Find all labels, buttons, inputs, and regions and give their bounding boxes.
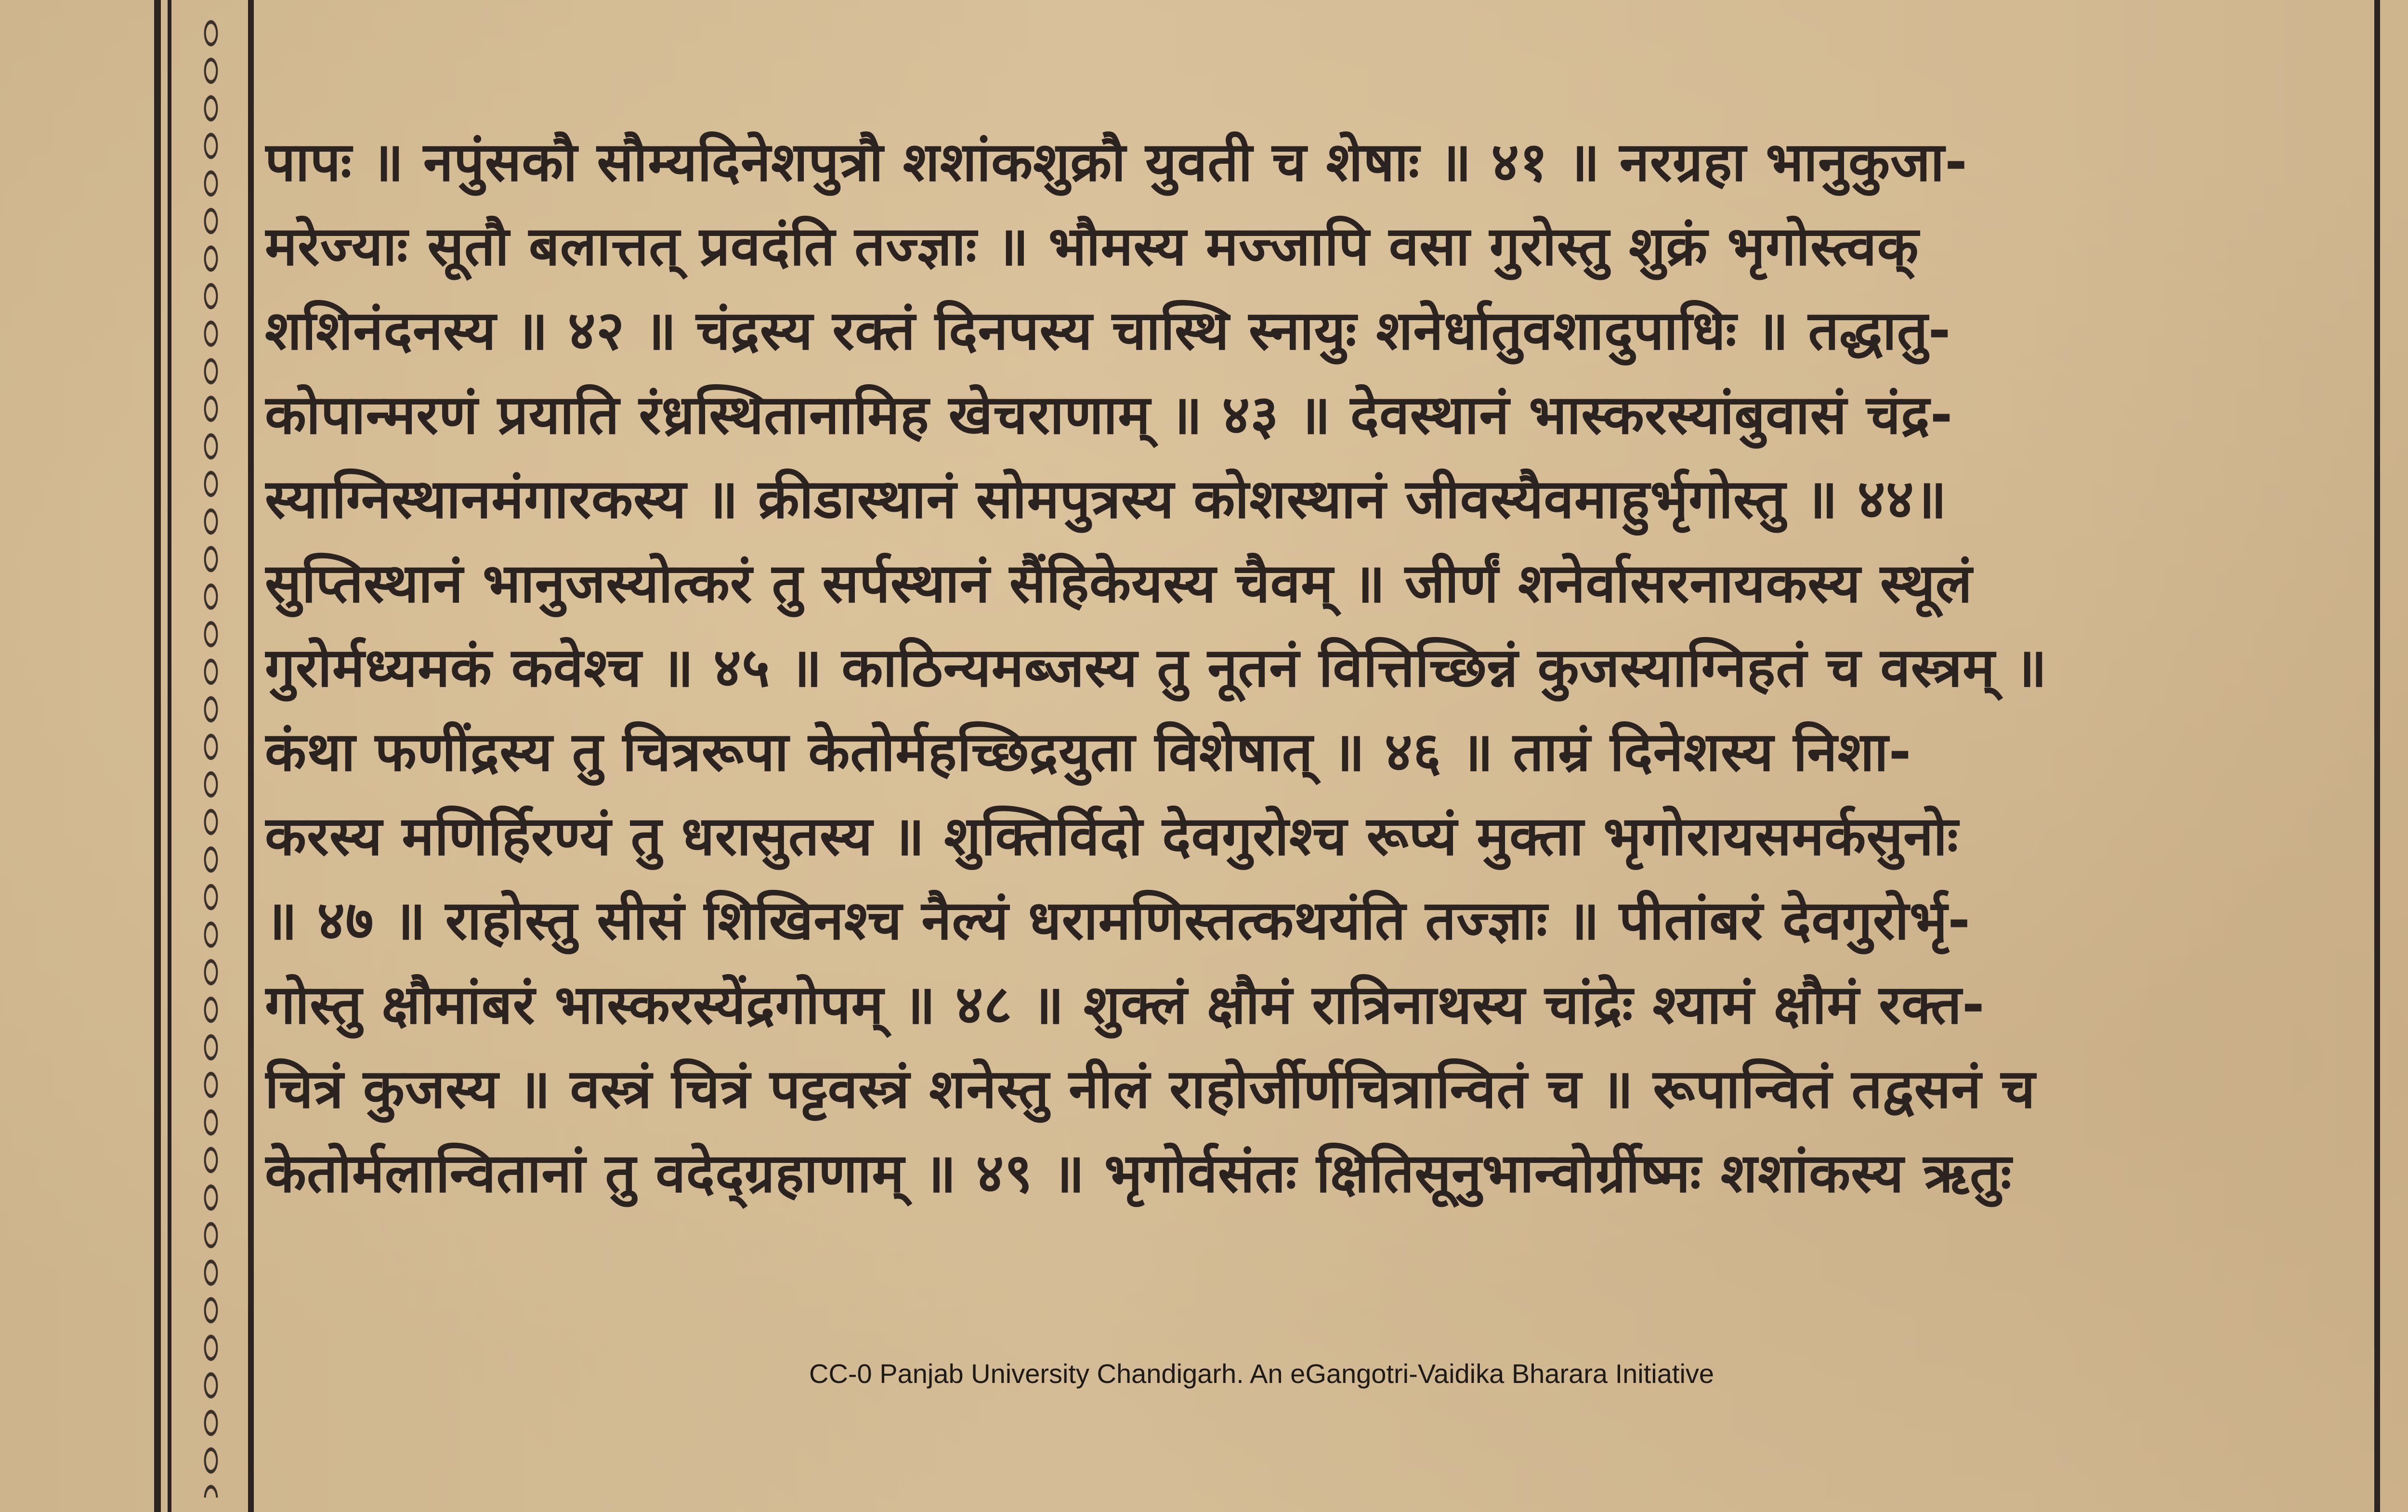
text-line: केतोर्मलान्वितानां तु वदेद्ग्रहाणाम् ॥ ४९ ॥ भृगोर्वसंतः क्षितिसूनुभान्वोर्ग्रीष्मः शशांकस्य ऋतुः: [265, 1142, 2012, 1205]
left-border-rule-outer: [154, 0, 161, 1512]
right-chain-ornament: [2406, 14, 2408, 1498]
text-line: स्याग्निस्थानमंगारकस्य ॥ क्रीडास्थानं सोमपुत्रस्य कोशस्थानं जीवस्यैवमाहुर्भृगोस्तु ॥ ४४॥: [265, 468, 1948, 531]
text-line: कंथा फणींद्रस्य तु चित्ररूपा केतोर्महच्छिद्रयुता विशेषात् ॥ ४६ ॥ ताम्रं दिनेशस्य निशा-: [265, 721, 1912, 783]
right-ornamental-border: [2374, 0, 2408, 1512]
text-line: गोस्तु क्षौमांबरं भास्करस्येंद्रगोपम् ॥ ४८ ॥ शुक्लं क्षौमं रात्रिनाथस्य चांद्रेः श्यामं क्षौमं रक्त-: [265, 974, 1985, 1036]
text-line: कोपान्मरणं प्रयाति रंध्रस्थितानामिह खेचराणाम् ॥ ४३ ॥ देवस्थानं भास्करस्यांबुवासं चंद्र-: [265, 384, 1953, 446]
right-border-rule-inner: [2374, 0, 2380, 1512]
text-line: ॥ ४७ ॥ राहोस्तु सीसं शिखिनश्च नैल्यं धरामणिस्तत्कथयंति तज्ज्ञाः ॥ पीतांबरं देवगुरोर्भृ-: [265, 889, 1971, 952]
text-line: करस्य मणिर्हिरण्यं तु धरासुतस्य ॥ शुक्तिर्विदो देवगुरोश्च रूप्यं मुक्ता भृगोरायसमर्कसुनोः: [265, 805, 1959, 868]
text-line: सुप्तिस्थानं भानुजस्योत्करं तु सर्पस्थानं सैंहिकेयस्य चैवम् ॥ जीर्णं शनेर्वासरनायकस्य स्थूलं: [265, 552, 1973, 615]
text-line: मरेज्याः सूतौ बलात्तत् प्रवदंति तज्ज्ञाः ॥ भौमस्य मज्जापि वसा गुरोस्तु शुक्रं भृगोस्त्वक्: [265, 215, 1919, 278]
sanskrit-text-body: [265, 120, 2369, 1216]
text-line: चित्रं कुजस्य ॥ वस्त्रं चित्रं पट्टवस्त्रं शनेस्तु नीलं राहोर्जीर्णचित्रान्वितं च ॥ रूपान्वितं तद्वसनं च: [265, 1058, 2036, 1121]
footer-attribution: CC-0 Panjab University Chandigarh. An eGangotri-Vaidika Bharara Initiative: [809, 1358, 1714, 1389]
text-line: पापः ॥ नपुंसकौ सौम्यदिनेशपुत्रौ शशांकशुक्रौ युवती च शेषाः ॥ ४१ ॥ नरग्रहा भानुकुजा-: [265, 131, 1968, 194]
text-line: गुरोर्मध्यमकं कवेश्च ॥ ४५ ॥ काठिन्यमब्जस्य तु नूतनं वित्तिच्छिन्नं कुजस्याग्निहतं च वस्त्रम् ॥: [265, 637, 2048, 699]
left-chain-ornament: [200, 14, 222, 1498]
text-line: शशिनंदनस्य ॥ ४२ ॥ चंद्रस्य रक्तं दिनपस्य चास्थि स्नायुः शनेर्धातुवशादुपाधिः ॥ तद्धातु-: [265, 300, 1951, 362]
left-border-rule-thin: [168, 0, 171, 1512]
left-border-rule-inner: [248, 0, 254, 1512]
